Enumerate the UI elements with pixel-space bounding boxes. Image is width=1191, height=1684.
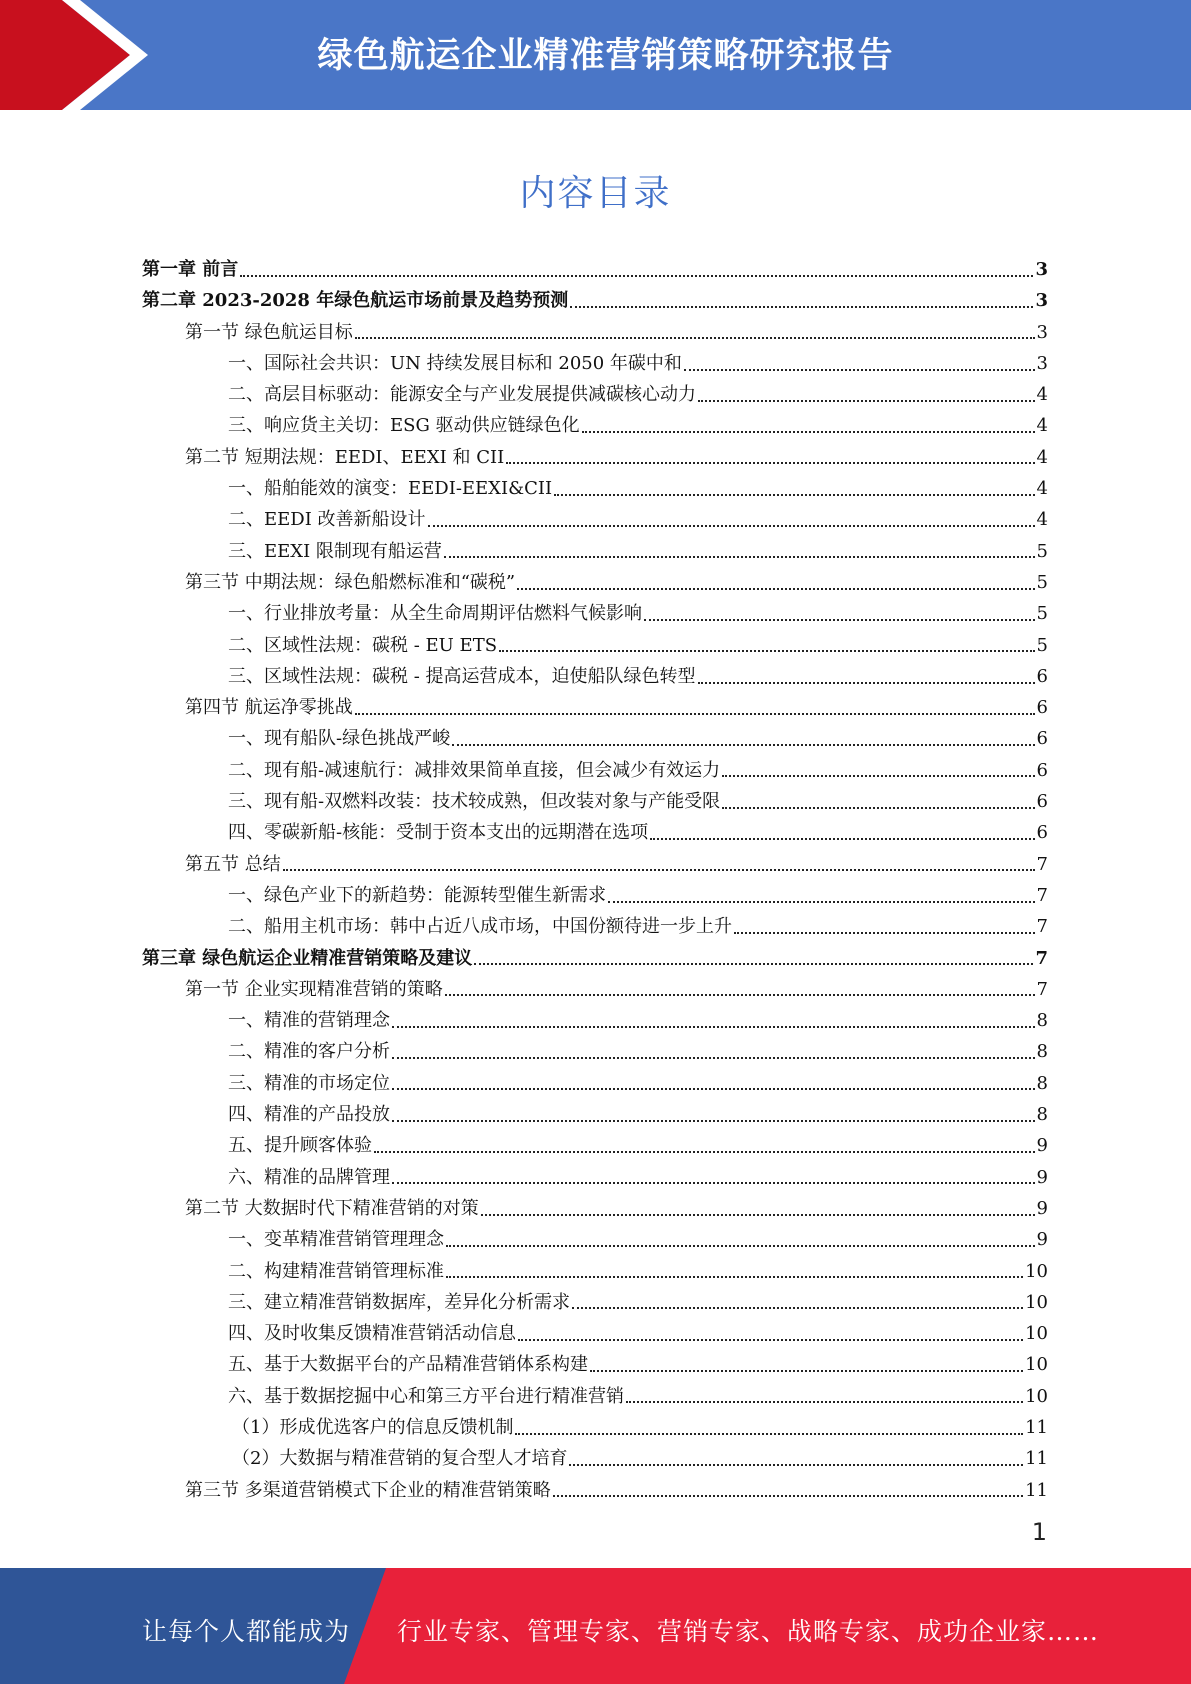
toc-entry[interactable]	[142, 1130, 1048, 1161]
dot-leader	[684, 369, 1035, 371]
page-number: 1	[1031, 1518, 1047, 1546]
toc-entry-page: 11	[1025, 1479, 1048, 1501]
toc-entry-title: 第一节 企业实现精准营销的策略	[185, 978, 443, 1000]
toc-entry-title: 一、精准的营销理念	[228, 1010, 390, 1032]
dot-leader	[506, 462, 1034, 464]
dot-leader	[499, 650, 1035, 652]
toc-entry-title: 第三章 绿色航运企业精准营销策略及建议	[142, 947, 473, 969]
toc-entry-page: 4	[1036, 446, 1048, 468]
toc-entry-page: 8	[1036, 1104, 1048, 1126]
toc-entry-title: 二、现有船-减速航行：减排效果简单直接，但会减少有效运力	[228, 759, 721, 781]
toc-entry-page: 8	[1036, 1072, 1048, 1094]
toc-entry[interactable]	[142, 1475, 1048, 1506]
toc-entry-title: 二、EEDI 改善新船设计	[228, 509, 426, 531]
toc-entry-title: 第四节 航运净零挑战	[185, 697, 353, 719]
toc-entry-page: 5	[1036, 634, 1048, 656]
toc-entry[interactable]	[142, 504, 1048, 535]
toc-entry-title: 一、船舶能效的演变：EEDI-EEXI&CII	[228, 478, 553, 500]
toc-entry[interactable]	[142, 1099, 1048, 1130]
toc-entry-page: 10	[1025, 1291, 1048, 1313]
dot-leader	[734, 932, 1035, 934]
toc-entry[interactable]	[142, 911, 1048, 942]
toc-entry-title: 五、基于大数据平台的产品精准营销体系构建	[228, 1354, 588, 1376]
toc-entry-page: 9	[1036, 1197, 1048, 1219]
toc-entry[interactable]	[142, 943, 1048, 974]
toc-entry-page: 3	[1035, 259, 1048, 280]
toc-entry-page: 8	[1036, 1041, 1048, 1063]
toc-entry[interactable]	[142, 1443, 1048, 1474]
dot-leader	[355, 713, 1035, 715]
dot-leader	[392, 1057, 1035, 1059]
toc-entry-page: 6	[1036, 728, 1048, 750]
toc-entry[interactable]	[142, 1381, 1048, 1412]
toc-entry-title: 一、现有船队-绿色挑战严峻	[228, 728, 451, 750]
toc-entry-page: 9	[1036, 1229, 1048, 1251]
dot-leader	[283, 869, 1035, 871]
toc-entry-title: 三、建立精准营销数据库，差异化分析需求	[228, 1291, 570, 1313]
dot-leader	[608, 901, 1035, 903]
toc-entry-title: 六、基于数据挖掘中心和第三方平台进行精准营销	[228, 1385, 624, 1407]
toc-entry-page: 9	[1036, 1135, 1048, 1157]
toc-entry[interactable]	[142, 880, 1048, 911]
toc-entry-page: 5	[1036, 571, 1048, 593]
toc-entry-title: 四、零碳新船-核能：受制于资本支出的远期潜在选项	[228, 822, 649, 844]
toc-entry[interactable]	[142, 285, 1048, 316]
toc-entry-page: 5	[1036, 540, 1048, 562]
toc-entry-title: 三、区域性法规：碳税 - 提高运营成本，迫使船队绿色转型	[228, 665, 696, 687]
toc-entry[interactable]	[142, 817, 1048, 848]
toc-entry-page: 11	[1025, 1416, 1048, 1438]
toc-entry-title: 第五节 总结	[185, 853, 281, 875]
toc-entry-page: 6	[1036, 665, 1048, 687]
toc-entry[interactable]	[142, 317, 1048, 348]
toc-entry-page: 4	[1036, 478, 1048, 500]
toc-entry-page: 4	[1036, 415, 1048, 437]
table-of-contents	[142, 254, 1048, 1506]
toc-entry[interactable]	[142, 254, 1048, 285]
toc-entry-title: 第三节 多渠道营销模式下企业的精准营销策略	[185, 1479, 551, 1501]
toc-entry-title: 一、绿色产业下的新趋势：能源转型催生新需求	[228, 884, 606, 906]
toc-entry[interactable]	[142, 1193, 1048, 1224]
toc-entry[interactable]	[142, 348, 1048, 379]
dot-leader	[590, 1370, 1023, 1372]
dot-leader	[722, 807, 1034, 809]
toc-entry-page: 3	[1036, 321, 1048, 343]
toc-entry-title: 第二节 短期法规：EEDI、EEXI 和 CII	[185, 446, 505, 468]
toc-entry[interactable]	[142, 692, 1048, 723]
dot-leader	[392, 1120, 1035, 1122]
dot-leader	[392, 1026, 1035, 1028]
dot-leader	[445, 994, 1035, 996]
toc-entry-page: 10	[1025, 1323, 1048, 1345]
toc-entry-title: 四、精准的产品投放	[228, 1104, 390, 1126]
toc-entry-page: 3	[1035, 290, 1048, 312]
toc-entry-title: 二、区域性法规：碳税 - EU ETS	[228, 634, 498, 656]
dot-leader	[392, 1088, 1035, 1090]
toc-entry[interactable]	[142, 755, 1048, 786]
toc-entry-title: 第二章 2023-2028 年绿色航运市场前景及趋势预测	[142, 290, 569, 312]
toc-entry-page: 9	[1036, 1166, 1048, 1188]
toc-entry-title: 一、行业排放考量：从全生命周期评估燃料气候影响	[228, 603, 642, 625]
toc-entry-title: 三、EEXI 限制现有船运营	[228, 540, 442, 562]
toc-heading: 内容目录	[519, 173, 672, 214]
toc-entry-page: 7	[1036, 978, 1048, 1000]
dot-leader	[553, 1495, 1023, 1497]
toc-entry-page: 10	[1025, 1385, 1048, 1407]
toc-entry-title: 二、精准的客户分析	[228, 1041, 390, 1063]
toc-entry[interactable]	[142, 379, 1048, 410]
footer-slogan-right: 行业专家、管理专家、营销专家、战略专家、成功企业家……	[397, 1617, 1100, 1646]
toc-entry[interactable]	[142, 598, 1048, 629]
dot-leader	[650, 838, 1034, 840]
toc-entry[interactable]	[142, 1318, 1048, 1349]
dot-leader	[554, 494, 1034, 496]
dot-leader	[446, 1276, 1023, 1278]
toc-entry-page: 7	[1035, 947, 1048, 969]
toc-entry-title: 第三节 中期法规：绿色船燃标准和“碳税”	[185, 571, 516, 593]
toc-entry[interactable]	[142, 1349, 1048, 1380]
toc-entry-title: 一、变革精准营销管理理念	[228, 1229, 444, 1251]
toc-entry-page: 6	[1036, 791, 1048, 813]
toc-entry-title: 第一节 绿色航运目标	[185, 321, 353, 343]
toc-entry-page: 6	[1036, 822, 1048, 844]
toc-entry[interactable]	[142, 1256, 1048, 1287]
toc-entry[interactable]	[142, 1412, 1048, 1443]
dot-leader	[626, 1401, 1023, 1403]
dot-leader	[517, 588, 1034, 590]
dot-leader	[515, 1433, 1023, 1435]
toc-entry[interactable]	[142, 786, 1048, 817]
dot-leader	[481, 1214, 1035, 1216]
toc-entry[interactable]	[142, 849, 1048, 880]
footer-slogan-left: 让每个人都能成为	[142, 1617, 351, 1646]
toc-entry-page: 3	[1036, 352, 1048, 374]
dot-leader	[392, 1182, 1035, 1184]
dot-leader	[722, 775, 1034, 777]
toc-entry-title: 第一章 前言	[142, 259, 239, 280]
dot-leader	[444, 556, 1035, 558]
toc-entry-page: 6	[1036, 759, 1048, 781]
toc-entry-title: 二、构建精准营销管理标准	[228, 1260, 444, 1282]
toc-entry-page: 11	[1025, 1448, 1048, 1470]
toc-entry[interactable]	[142, 661, 1048, 692]
dot-leader	[374, 1151, 1035, 1153]
toc-entry[interactable]	[142, 1287, 1048, 1318]
dot-leader	[474, 963, 1033, 965]
toc-entry-page: 5	[1036, 603, 1048, 625]
toc-entry-page: 10	[1025, 1354, 1048, 1376]
toc-entry-page: 7	[1036, 853, 1048, 875]
toc-entry-title: 一、国际社会共识：UN 持续发展目标和 2050 年碳中和	[228, 352, 682, 374]
toc-entry-page: 7	[1036, 884, 1048, 906]
toc-entry[interactable]	[142, 1068, 1048, 1099]
dot-leader	[428, 525, 1035, 527]
toc-entry-page: 6	[1036, 697, 1048, 719]
dot-leader	[446, 1245, 1035, 1247]
footer-band	[0, 1568, 1191, 1684]
toc-entry-title: 二、高层目标驱动：能源安全与产业发展提供减碳核心动力	[228, 384, 696, 406]
toc-entry[interactable]	[142, 630, 1048, 661]
toc-entry-title: （1）形成优选客户的信息反馈机制	[232, 1416, 514, 1438]
dot-leader	[644, 619, 1035, 621]
toc-entry-page: 4	[1036, 384, 1048, 406]
dot-leader	[240, 275, 1033, 277]
toc-entry[interactable]	[142, 536, 1048, 567]
toc-entry-title: 三、现有船-双燃料改装：技术较成熟，但改装对象与产能受限	[228, 791, 721, 813]
toc-entry-title: 三、精准的市场定位	[228, 1072, 390, 1094]
toc-entry[interactable]	[142, 567, 1048, 598]
toc-entry[interactable]	[142, 1162, 1048, 1193]
toc-entry[interactable]	[142, 442, 1048, 473]
dot-leader	[355, 337, 1035, 339]
dot-leader	[569, 1464, 1023, 1466]
report-header-band	[0, 0, 1191, 110]
report-title: 绿色航运企业精准营销策略研究报告	[317, 36, 894, 76]
toc-entry[interactable]	[142, 974, 1048, 1005]
toc-entry-title: 四、及时收集反馈精准营销活动信息	[228, 1323, 516, 1345]
dot-leader	[518, 1339, 1023, 1341]
dot-leader	[698, 400, 1035, 402]
toc-entry-title: 三、响应货主关切：ESG 驱动供应链绿色化	[228, 415, 580, 437]
toc-entry-page: 7	[1036, 916, 1048, 938]
toc-entry[interactable]	[142, 1224, 1048, 1255]
toc-entry-page: 10	[1025, 1260, 1048, 1282]
toc-entry-title: 五、提升顾客体验	[228, 1135, 372, 1157]
toc-entry-title: 第二节 大数据时代下精准营销的对策	[185, 1197, 479, 1219]
toc-entry-title: （2）大数据与精准营销的复合型人才培育	[232, 1448, 568, 1470]
toc-entry-page: 8	[1036, 1010, 1048, 1032]
toc-entry[interactable]	[142, 410, 1048, 441]
dot-leader	[570, 306, 1033, 308]
dot-leader	[698, 682, 1035, 684]
toc-entry-page: 4	[1036, 509, 1048, 531]
toc-entry[interactable]	[142, 1036, 1048, 1067]
toc-entry[interactable]	[142, 473, 1048, 504]
toc-entry[interactable]	[142, 1005, 1048, 1036]
dot-leader	[452, 744, 1034, 746]
toc-entry-title: 二、船用主机市场：韩中占近八成市场，中国份额待进一步上升	[228, 916, 732, 938]
toc-entry[interactable]	[142, 723, 1048, 754]
dot-leader	[572, 1307, 1023, 1309]
toc-entry-title: 六、精准的品牌管理	[228, 1166, 390, 1188]
dot-leader	[582, 431, 1035, 433]
